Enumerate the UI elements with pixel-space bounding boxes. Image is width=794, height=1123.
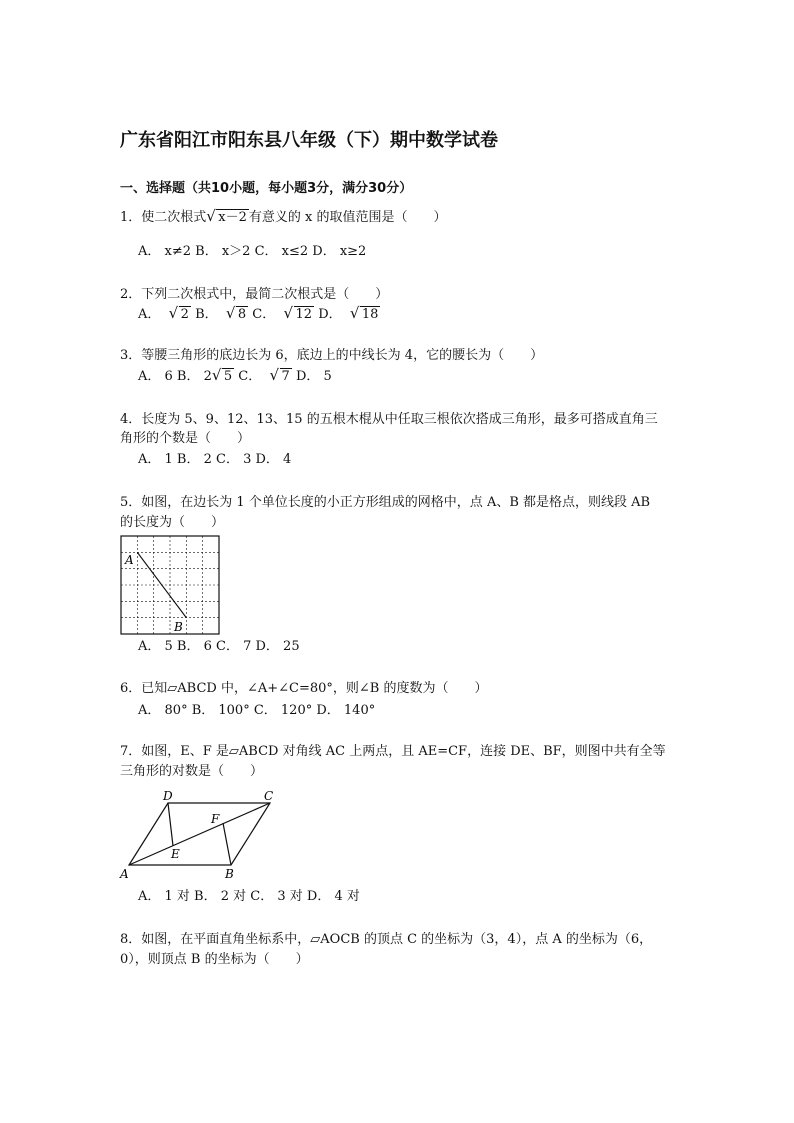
q2-a-rad: 2 <box>180 307 189 322</box>
point-f-label: F <box>211 812 220 826</box>
question-6-options: A． 80° B． 100° C． 120° D． 140° <box>138 703 376 718</box>
question-7-line-2: 三角形的对数是（ ） <box>120 764 264 779</box>
q3-c-radical <box>272 368 292 386</box>
question-5-line-1: 5．如图，在边长为 1 个单位长度的小正方形组成的网格中，点 A、B 都是格点，则线段 AB <box>120 495 651 510</box>
q3-c-rad: 7 <box>281 369 290 384</box>
q3-b-radical <box>214 368 234 386</box>
q3-b-rad: 5 <box>223 369 233 384</box>
grid-lines <box>121 536 219 634</box>
q3-d: D． 5 <box>291 369 332 384</box>
section-heading: 一、选择题（共10小题，每小题3分，满分30分） <box>120 181 413 196</box>
q3-ab: A． 6 B． 2 <box>138 369 212 384</box>
parallelogram-figure <box>118 786 288 882</box>
q2-a-radical <box>171 306 191 324</box>
q1-pre: 1．使二次根式 <box>120 210 207 225</box>
question-7-line-1: 7．如图，E、F 是▱ABCD 对角线 AC 上两点，且 AE=CF，连接 DE、BF，则图中共有全等 <box>120 744 666 759</box>
q2-c-label: C． <box>248 307 276 322</box>
question-1-options: A． x≠2 B． x＞2 C． x≤2 D． x≥2 <box>138 244 367 259</box>
q2-a-label: A． <box>138 307 161 322</box>
diagonal-ac <box>129 803 270 865</box>
q1-radicand: x－2 <box>218 210 247 225</box>
q2-c-radical <box>286 306 315 324</box>
q2-b-rad: 8 <box>237 307 247 322</box>
q2-b-radical <box>228 306 248 324</box>
vertex-d-label: D <box>163 789 173 803</box>
page-title: 广东省阳江市阳东县八年级（下）期中数学试卷 <box>120 130 498 151</box>
question-2-stem: 2．下列二次根式中，最简二次根式是（ ） <box>120 287 389 302</box>
q2-d-radical <box>352 306 381 324</box>
q2-b-label: B． <box>190 307 218 322</box>
vertex-a-label: A <box>120 867 129 881</box>
point-b-label: B <box>174 620 183 634</box>
question-3-options <box>138 368 332 386</box>
question-7-options: A． 1 对 B． 2 对 C． 3 对 D． 4 对 <box>138 889 360 904</box>
q2-c-rad: 12 <box>295 307 313 322</box>
question-3-stem: 3．等腰三角形的底边长为 6，底边上的中线长为 4，它的腰长为（ ） <box>120 348 544 363</box>
point-a-label: A <box>125 553 134 567</box>
q3-c-label: C． <box>234 369 262 384</box>
segment-de <box>168 803 173 846</box>
question-5-line-2: 的长度为（ ） <box>120 515 225 530</box>
vertex-b-label: B <box>225 867 234 881</box>
point-e-label: E <box>171 847 180 861</box>
grid-figure <box>119 534 223 638</box>
question-4-options: A． 1 B． 2 C． 3 D． 4 <box>138 452 292 467</box>
question-8-line-2: 0），则顶点 B 的坐标为（ ） <box>120 952 309 967</box>
question-4-line-1: 4．长度为 5、9、12、13、15 的五根木棍从中任取三根依次搭成三角形，最多可搭成直角三 <box>120 412 658 427</box>
q1-radical <box>208 209 249 227</box>
question-6-stem: 6．已知▱ABCD 中，∠A+∠C=80°，则∠B 的度数为（ ） <box>120 681 488 696</box>
q2-d-rad: 18 <box>361 307 379 322</box>
q1-post: 有意义的 x 的取值范围是（ ） <box>248 210 447 225</box>
vertex-c-label: C <box>264 789 274 803</box>
question-1-stem <box>120 209 447 227</box>
question-8-line-1: 8．如图，在平面直角坐标系中，▱AOCB 的顶点 C 的坐标为（3，4），点 A 的坐标为（6， <box>120 932 653 947</box>
question-2-options <box>138 306 380 324</box>
q2-d-label: D． <box>314 307 342 322</box>
question-5-options: A． 5 B． 6 C． 7 D． 25 <box>138 639 300 654</box>
segment-bf <box>223 823 231 865</box>
question-4-line-2: 角形的个数是（ ） <box>120 431 251 446</box>
